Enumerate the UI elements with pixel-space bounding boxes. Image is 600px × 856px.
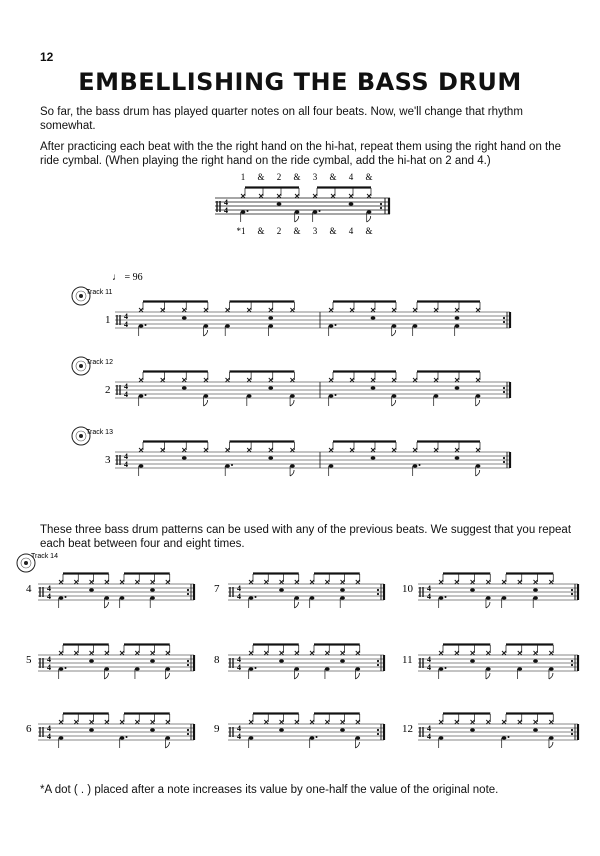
flag xyxy=(549,673,553,679)
time-sig-top: 4 xyxy=(237,724,241,733)
flag xyxy=(355,742,359,748)
snare-note xyxy=(470,659,475,663)
beam xyxy=(143,370,208,372)
bass-note xyxy=(355,667,360,671)
beam xyxy=(443,572,490,574)
beam xyxy=(245,186,299,188)
repeat-dot xyxy=(571,729,573,731)
snare-note xyxy=(268,456,273,460)
beat-10-staff xyxy=(418,572,578,608)
flag xyxy=(486,602,490,608)
bass-note xyxy=(120,596,125,600)
dot xyxy=(445,667,447,669)
track-14-label: Track 14 xyxy=(31,553,58,560)
bass-note xyxy=(355,736,360,740)
beat-11 xyxy=(398,630,584,680)
beat-12 xyxy=(398,695,584,745)
time-sig-bottom: 4 xyxy=(427,663,431,672)
example-counts-top xyxy=(241,172,373,182)
snare-note xyxy=(150,659,155,663)
beat-12-staff xyxy=(418,712,578,748)
count-top-4: 4 xyxy=(348,172,354,182)
beat-7-staff xyxy=(228,572,384,608)
bass-note xyxy=(392,394,397,398)
beam xyxy=(333,370,396,372)
time-sig-top: 4 xyxy=(124,452,128,461)
pattern-line-2 xyxy=(70,350,530,410)
beat-number-10: 10 xyxy=(402,583,413,595)
flag xyxy=(294,602,298,608)
bass-note xyxy=(434,394,439,398)
repeat-dot xyxy=(377,664,379,666)
dot xyxy=(145,394,147,396)
beat-5-staff xyxy=(38,643,194,679)
beam xyxy=(230,440,295,442)
dot xyxy=(335,394,337,396)
repeat-dot xyxy=(503,321,505,323)
beat-7 xyxy=(212,565,392,615)
flag xyxy=(476,470,480,476)
tempo-text: ♩ = 96 xyxy=(112,272,143,283)
beam xyxy=(314,643,360,645)
beat-9-staff xyxy=(228,712,384,748)
bass-note xyxy=(439,667,444,671)
beam xyxy=(230,300,295,302)
count-top-and-4: & xyxy=(365,172,373,182)
time-sig-top: 4 xyxy=(47,655,51,664)
time-sig-bottom: 4 xyxy=(237,592,241,601)
beam xyxy=(63,712,109,714)
svg-text:4: 4 xyxy=(224,198,228,207)
time-sig-bottom: 4 xyxy=(427,732,431,741)
beam xyxy=(63,643,109,645)
bass-note xyxy=(313,210,318,214)
flag xyxy=(549,742,553,748)
repeat-dot xyxy=(377,729,379,731)
time-sig-bottom: 4 xyxy=(47,732,51,741)
beam xyxy=(314,712,360,714)
beat-8-staff xyxy=(228,643,384,679)
beam xyxy=(506,572,553,574)
dot xyxy=(145,324,147,326)
count-bottom-and-1: & xyxy=(257,226,265,236)
beam xyxy=(506,643,553,645)
time-sig-bottom: 4 xyxy=(124,460,128,469)
dot xyxy=(255,667,257,669)
example-measure xyxy=(205,168,405,238)
intro-paragraph: So far, the bass drum has played quarter notes on all four beats. Now, we'll change that rhythm somewhat. xyxy=(40,106,523,132)
snare-note xyxy=(340,728,345,732)
snare-note xyxy=(349,202,354,206)
beam xyxy=(443,712,490,714)
repeat-dot xyxy=(377,660,379,662)
bass-note xyxy=(135,667,140,671)
repeat-dot xyxy=(503,391,505,393)
page-title: EMBELLISHING THE BASS DRUM xyxy=(78,68,522,96)
beam xyxy=(317,186,371,188)
repeat-dot xyxy=(503,317,505,319)
dot xyxy=(445,596,447,598)
dot xyxy=(65,596,67,598)
count-bottom-1: *1 xyxy=(236,226,246,236)
repeat-dot xyxy=(187,664,189,666)
repeat-dot xyxy=(571,589,573,591)
bass-note xyxy=(268,324,273,328)
beat-number-11: 11 xyxy=(402,654,413,666)
repeat-dot xyxy=(187,729,189,731)
pattern-line-3 xyxy=(70,420,530,480)
bass-note xyxy=(439,736,444,740)
beat-number-6: 6 xyxy=(26,723,32,735)
dot xyxy=(319,210,321,212)
repeat-dot xyxy=(503,457,505,459)
page-number: 12 xyxy=(40,50,54,64)
pattern-number-1: 1 xyxy=(105,314,111,326)
time-sig-top: 4 xyxy=(47,584,51,593)
beam xyxy=(333,300,396,302)
dot xyxy=(419,464,421,466)
bass-note xyxy=(486,596,491,600)
bass-note xyxy=(104,596,109,600)
flag xyxy=(104,602,108,608)
beam xyxy=(124,712,170,714)
snare-note xyxy=(533,659,538,663)
flag xyxy=(290,470,294,476)
instruction-paragraph: After practicing each beat with the the right hand on the hi-hat, repeat them using the right hand on the ride cymbal. (When playing the right hand on the ride cymbal, add the hi-hat on 2 and 4.) xyxy=(40,141,562,167)
pattern-number-3: 3 xyxy=(105,454,111,466)
snare-note xyxy=(150,588,155,592)
time-sig-bottom: 4 xyxy=(237,732,241,741)
snare-note xyxy=(455,316,460,320)
beam xyxy=(314,572,360,574)
flag xyxy=(392,400,396,406)
pattern-number-2: 2 xyxy=(105,384,111,396)
beam xyxy=(253,643,299,645)
beat-8 xyxy=(212,630,392,680)
bass-note xyxy=(294,667,299,671)
repeat-dot xyxy=(503,387,505,389)
bass-note xyxy=(249,736,254,740)
beam xyxy=(124,572,170,574)
snare-note xyxy=(470,588,475,592)
repeat-dot xyxy=(503,461,505,463)
staff-1 xyxy=(115,300,510,336)
snare-note xyxy=(182,316,187,320)
beam xyxy=(143,440,208,442)
bass-note xyxy=(59,667,64,671)
flag xyxy=(165,742,169,748)
dot xyxy=(255,596,257,598)
snare-note xyxy=(277,202,282,206)
count-top-3: 3 xyxy=(312,172,318,182)
repeat-dot xyxy=(377,593,379,595)
bass-note xyxy=(533,596,538,600)
track-11-label: Track 11 xyxy=(86,289,113,296)
snare-note xyxy=(279,588,284,592)
bass-note xyxy=(139,324,144,328)
beam xyxy=(443,643,490,645)
dot xyxy=(231,464,233,466)
count-bottom-and-4: & xyxy=(365,226,373,236)
staff-2 xyxy=(115,370,510,406)
time-sig-top: 4 xyxy=(124,312,128,321)
count-bottom-3: 3 xyxy=(312,226,318,236)
repeat-dot xyxy=(187,733,189,735)
dot xyxy=(508,736,510,738)
beat-number-8: 8 xyxy=(214,654,220,666)
flag xyxy=(294,673,298,679)
beat-11-staff xyxy=(418,643,578,679)
bass-note xyxy=(225,324,230,328)
bass-note xyxy=(476,394,481,398)
staff-3 xyxy=(115,440,510,476)
flag xyxy=(165,673,169,679)
bass-note xyxy=(290,464,295,468)
time-sig-bottom: 4 xyxy=(124,320,128,329)
example-notes xyxy=(241,186,372,222)
repeat-dot xyxy=(187,660,189,662)
bass-note xyxy=(367,210,372,214)
snare-note xyxy=(268,386,273,390)
bass-note xyxy=(392,324,397,328)
bass-note xyxy=(104,667,109,671)
beam xyxy=(253,712,299,714)
repeat-dot xyxy=(187,589,189,591)
beam xyxy=(230,370,295,372)
time-sig-bottom: 4 xyxy=(237,663,241,672)
snare-note xyxy=(150,728,155,732)
snare-note xyxy=(279,728,284,732)
count-top-and-2: & xyxy=(293,172,301,182)
beam xyxy=(417,370,480,372)
beat-4 xyxy=(22,565,202,615)
time-sig-bottom: 4 xyxy=(124,390,128,399)
repeat-dot xyxy=(571,733,573,735)
count-bottom-and-2: & xyxy=(293,226,301,236)
bass-note xyxy=(225,464,230,468)
beat-number-7: 7 xyxy=(214,583,220,595)
bass-note xyxy=(476,464,481,468)
bass-note xyxy=(295,210,300,214)
beam xyxy=(63,572,109,574)
bass-note xyxy=(549,667,554,671)
snare-note xyxy=(89,728,94,732)
bass-note xyxy=(486,667,491,671)
bass-note xyxy=(439,596,444,600)
flag xyxy=(204,400,208,406)
count-bottom-2: 2 xyxy=(276,226,282,236)
dot xyxy=(247,210,249,212)
bass-note xyxy=(329,324,334,328)
snare-note xyxy=(371,456,376,460)
repeat-dot xyxy=(377,733,379,735)
flag xyxy=(290,400,294,406)
beam xyxy=(124,643,170,645)
snare-note xyxy=(455,456,460,460)
flag xyxy=(295,216,299,222)
bass-note xyxy=(310,596,315,600)
beat-6 xyxy=(22,695,202,745)
beat-number-4: 4 xyxy=(26,583,32,595)
beam xyxy=(417,300,480,302)
time-sig-top: 4 xyxy=(124,382,128,391)
repeat-dot xyxy=(571,660,573,662)
repeat-dot xyxy=(571,664,573,666)
bass-note xyxy=(165,736,170,740)
dot xyxy=(65,667,67,669)
time-sig-top: 4 xyxy=(427,584,431,593)
beat-10 xyxy=(398,565,584,615)
bass-note xyxy=(325,667,330,671)
footnote: *A dot ( . ) placed after a note increases its value by one-half the value of the original note. xyxy=(40,784,499,796)
beat-6-staff xyxy=(38,712,194,748)
bass-note xyxy=(310,736,315,740)
dot xyxy=(126,736,128,738)
track-12-label: Track 12 xyxy=(86,359,113,366)
count-top-1: 1 xyxy=(240,172,246,182)
pattern-line-1 xyxy=(70,280,530,340)
time-sig-top: 4 xyxy=(237,584,241,593)
bass-note xyxy=(139,394,144,398)
beat-number-12: 12 xyxy=(402,723,413,735)
count-top-and-3: & xyxy=(329,172,337,182)
count-top-and-1: & xyxy=(257,172,265,182)
snare-note xyxy=(340,659,345,663)
flag xyxy=(204,330,208,336)
time-sig-bottom: 4 xyxy=(47,663,51,672)
count-bottom-and-3: & xyxy=(329,226,337,236)
bass-note xyxy=(247,394,252,398)
patterns-paragraph: These three bass drum patterns can be used with any of the previous beats. We suggest that you repeat each beat between four and eight times. xyxy=(40,524,572,550)
flag xyxy=(476,400,480,406)
snare-note xyxy=(533,588,538,592)
track-13-label: Track 13 xyxy=(86,429,113,436)
beam xyxy=(417,440,480,442)
bass-note xyxy=(120,736,125,740)
time-sig-top: 4 xyxy=(47,724,51,733)
bass-note xyxy=(290,394,295,398)
snare-note xyxy=(470,728,475,732)
bass-note xyxy=(502,736,507,740)
bass-note xyxy=(249,667,254,671)
dot xyxy=(316,736,318,738)
time-sig-top: 4 xyxy=(427,655,431,664)
snare-note xyxy=(533,728,538,732)
snare-note xyxy=(455,386,460,390)
example-counts-bottom xyxy=(237,226,373,236)
bass-note xyxy=(203,324,208,328)
snare-note xyxy=(340,588,345,592)
bass-note xyxy=(329,394,334,398)
bass-note xyxy=(165,667,170,671)
bass-note xyxy=(413,464,418,468)
snare-note xyxy=(182,456,187,460)
time-sig-bottom: 4 xyxy=(47,592,51,601)
dot xyxy=(335,324,337,326)
bass-note xyxy=(294,596,299,600)
svg-text:4: 4 xyxy=(224,206,228,215)
bass-note xyxy=(249,596,254,600)
flag xyxy=(367,216,371,222)
flag xyxy=(104,673,108,679)
beam xyxy=(506,712,553,714)
bass-note xyxy=(241,210,246,214)
beam xyxy=(253,572,299,574)
beam xyxy=(333,440,396,442)
time-sig-top: 4 xyxy=(427,724,431,733)
flag xyxy=(486,673,490,679)
bass-note xyxy=(340,596,345,600)
bass-note xyxy=(150,596,155,600)
bass-note xyxy=(329,464,334,468)
bass-note xyxy=(203,394,208,398)
snare-note xyxy=(89,659,94,663)
beat-4-staff xyxy=(38,572,194,608)
beat-number-5: 5 xyxy=(26,654,32,666)
beam xyxy=(143,300,208,302)
count-bottom-4: 4 xyxy=(348,226,354,236)
bass-note xyxy=(59,736,64,740)
bass-note xyxy=(549,736,554,740)
snare-note xyxy=(279,659,284,663)
repeat-dot xyxy=(377,589,379,591)
beat-9 xyxy=(212,695,392,745)
repeat-dot xyxy=(571,593,573,595)
repeat-dot xyxy=(187,593,189,595)
bass-note xyxy=(455,324,460,328)
snare-note xyxy=(268,316,273,320)
beat-number-9: 9 xyxy=(214,723,220,735)
flag xyxy=(355,673,359,679)
bass-note xyxy=(502,596,507,600)
bass-note xyxy=(59,596,64,600)
time-sig-top: 4 xyxy=(237,655,241,664)
bass-note xyxy=(517,667,522,671)
count-top-2: 2 xyxy=(276,172,282,182)
bass-note xyxy=(139,464,144,468)
flag xyxy=(392,330,396,336)
snare-note xyxy=(182,386,187,390)
snare-note xyxy=(371,386,376,390)
snare-note xyxy=(89,588,94,592)
snare-note xyxy=(371,316,376,320)
beat-5 xyxy=(22,630,202,680)
time-sig-bottom: 4 xyxy=(427,592,431,601)
bass-note xyxy=(413,324,418,328)
